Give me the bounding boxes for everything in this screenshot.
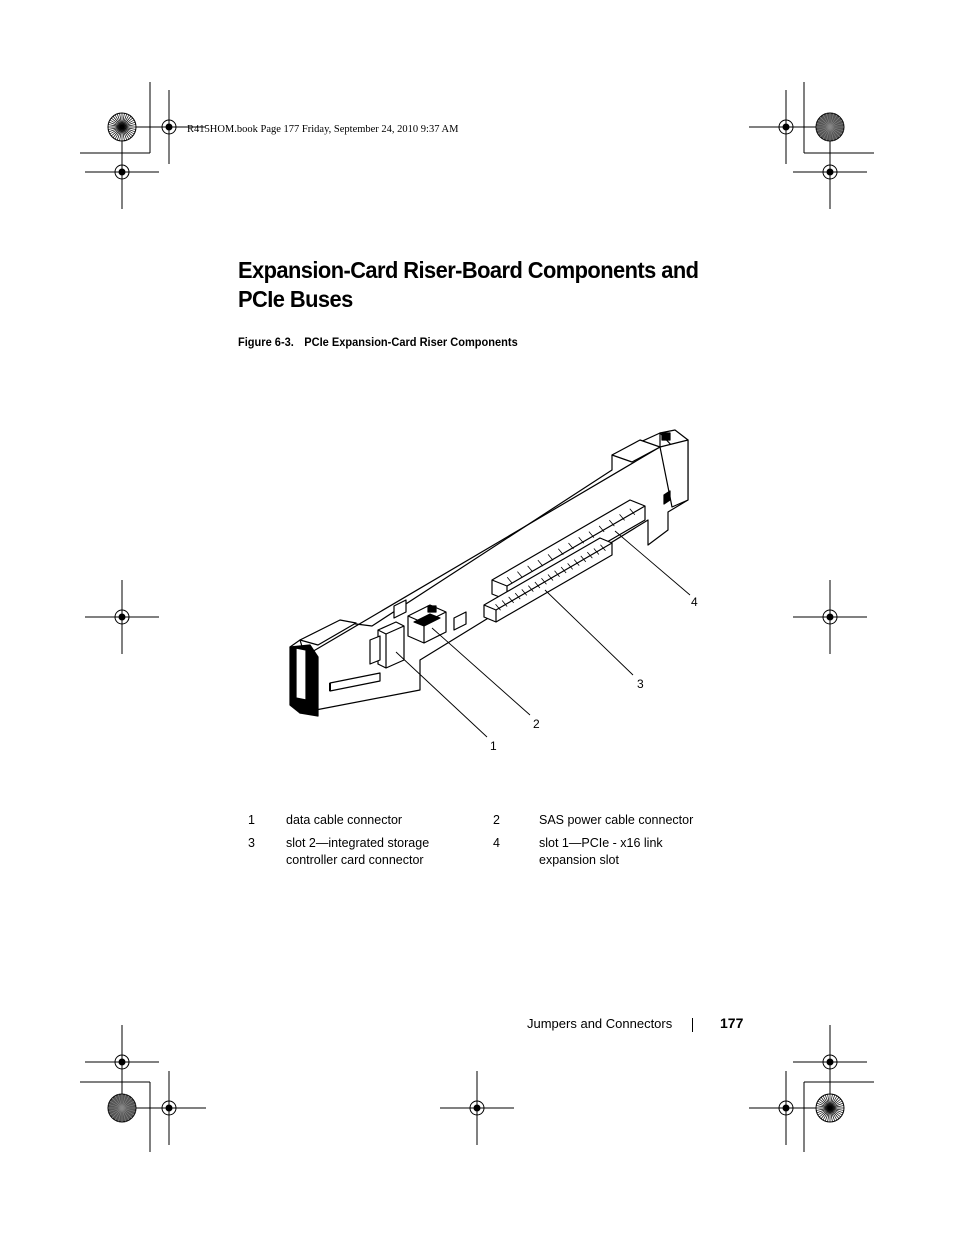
print-header: R415HOM.book Page 177 Friday, September 24, 2010 9:37 AM xyxy=(187,124,459,135)
callout-3: 3 xyxy=(637,677,644,691)
legend-text: slot 1—PCIe - x16 link expansion slot xyxy=(539,836,663,867)
legend-number: 3 xyxy=(248,836,255,850)
footer-section-title: Jumpers and Connectors xyxy=(527,1016,673,1031)
legend-row xyxy=(238,835,738,875)
callout-4: 4 xyxy=(691,595,698,609)
legend-text: data cable connector xyxy=(286,813,403,827)
figure-number: Figure 6-3. xyxy=(238,335,294,349)
figure-title: PCIe Expansion-Card Riser Components xyxy=(304,335,518,349)
footer-divider xyxy=(692,1018,693,1032)
legend-number: 1 xyxy=(248,813,255,827)
callout-2: 2 xyxy=(533,717,540,731)
callout-1: 1 xyxy=(490,739,497,753)
legend-row xyxy=(238,812,738,832)
legend-text: SAS power cable connector xyxy=(539,813,694,827)
legend-number: 4 xyxy=(493,836,500,850)
legend-number: 2 xyxy=(493,813,500,827)
legend-text: slot 2—integrated storage controller card connector xyxy=(286,836,430,867)
page-number: 177 xyxy=(720,1015,744,1031)
page-title: Expansion-Card Riser-Board Components and PCIe Buses xyxy=(238,257,699,312)
